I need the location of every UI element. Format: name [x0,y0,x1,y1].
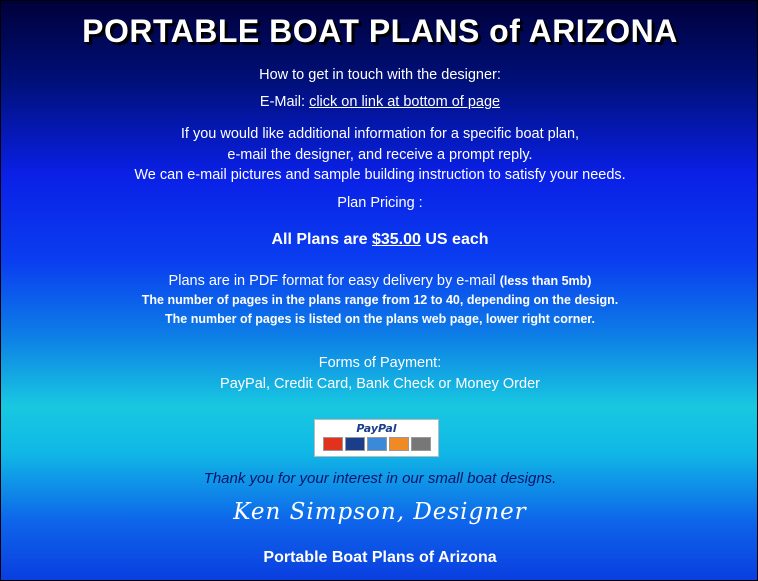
pricing-suffix: US each [425,231,489,248]
format-size-note: (less than 5mb) [499,274,592,288]
payment-methods: PayPal, Credit Card, Bank Check or Money Order [220,376,540,392]
info-line-3: We can e-mail pictures and sample building instruction to satisfy your needs. [134,167,626,183]
format-line-2: The number of pages in the plans range from 12 to 40, depending on the design. [141,293,619,307]
email-label: E-Mail: [259,94,306,110]
email-row [1,94,758,110]
info-line-2: e-mail the designer, and receive a prompt reply. [227,147,533,163]
page-title: PORTABLE BOAT PLANS of ARIZONA [82,13,678,49]
email-link[interactable]: click on link at bottom of page [309,94,501,110]
bank-icon [411,437,431,451]
visa-icon [345,437,365,451]
format-text: Plans are in PDF format for easy delivery by e-mail [168,273,496,289]
amex-icon [367,437,387,451]
payment-cards [323,437,433,452]
contact-intro: How to get in touch with the designer: [259,67,501,83]
pricing-heading: Plan Pricing : [337,195,423,211]
discover-icon [389,437,409,451]
format-line-3: The number of pages is listed on the plans web page, lower right corner. [165,312,595,326]
paypal-logo[interactable] [314,419,439,457]
pricing-line [1,231,758,249]
mastercard-icon [323,437,343,451]
price-value: $35.00 [371,231,421,248]
pricing-prefix: All Plans are [271,231,368,248]
footer-name: Portable Boat Plans of Arizona [263,549,497,566]
info-line-1: If you would like additional information for a specific boat plan, [180,126,580,142]
format-line-1 [1,273,758,289]
paypal-logo-text: PayPal [356,422,397,435]
thanks-message: Thank you for your interest in our small boat designs. [203,470,557,487]
payment-heading: Forms of Payment: [318,355,442,371]
designer-signature: Ken Simpson, Designer [233,499,527,525]
